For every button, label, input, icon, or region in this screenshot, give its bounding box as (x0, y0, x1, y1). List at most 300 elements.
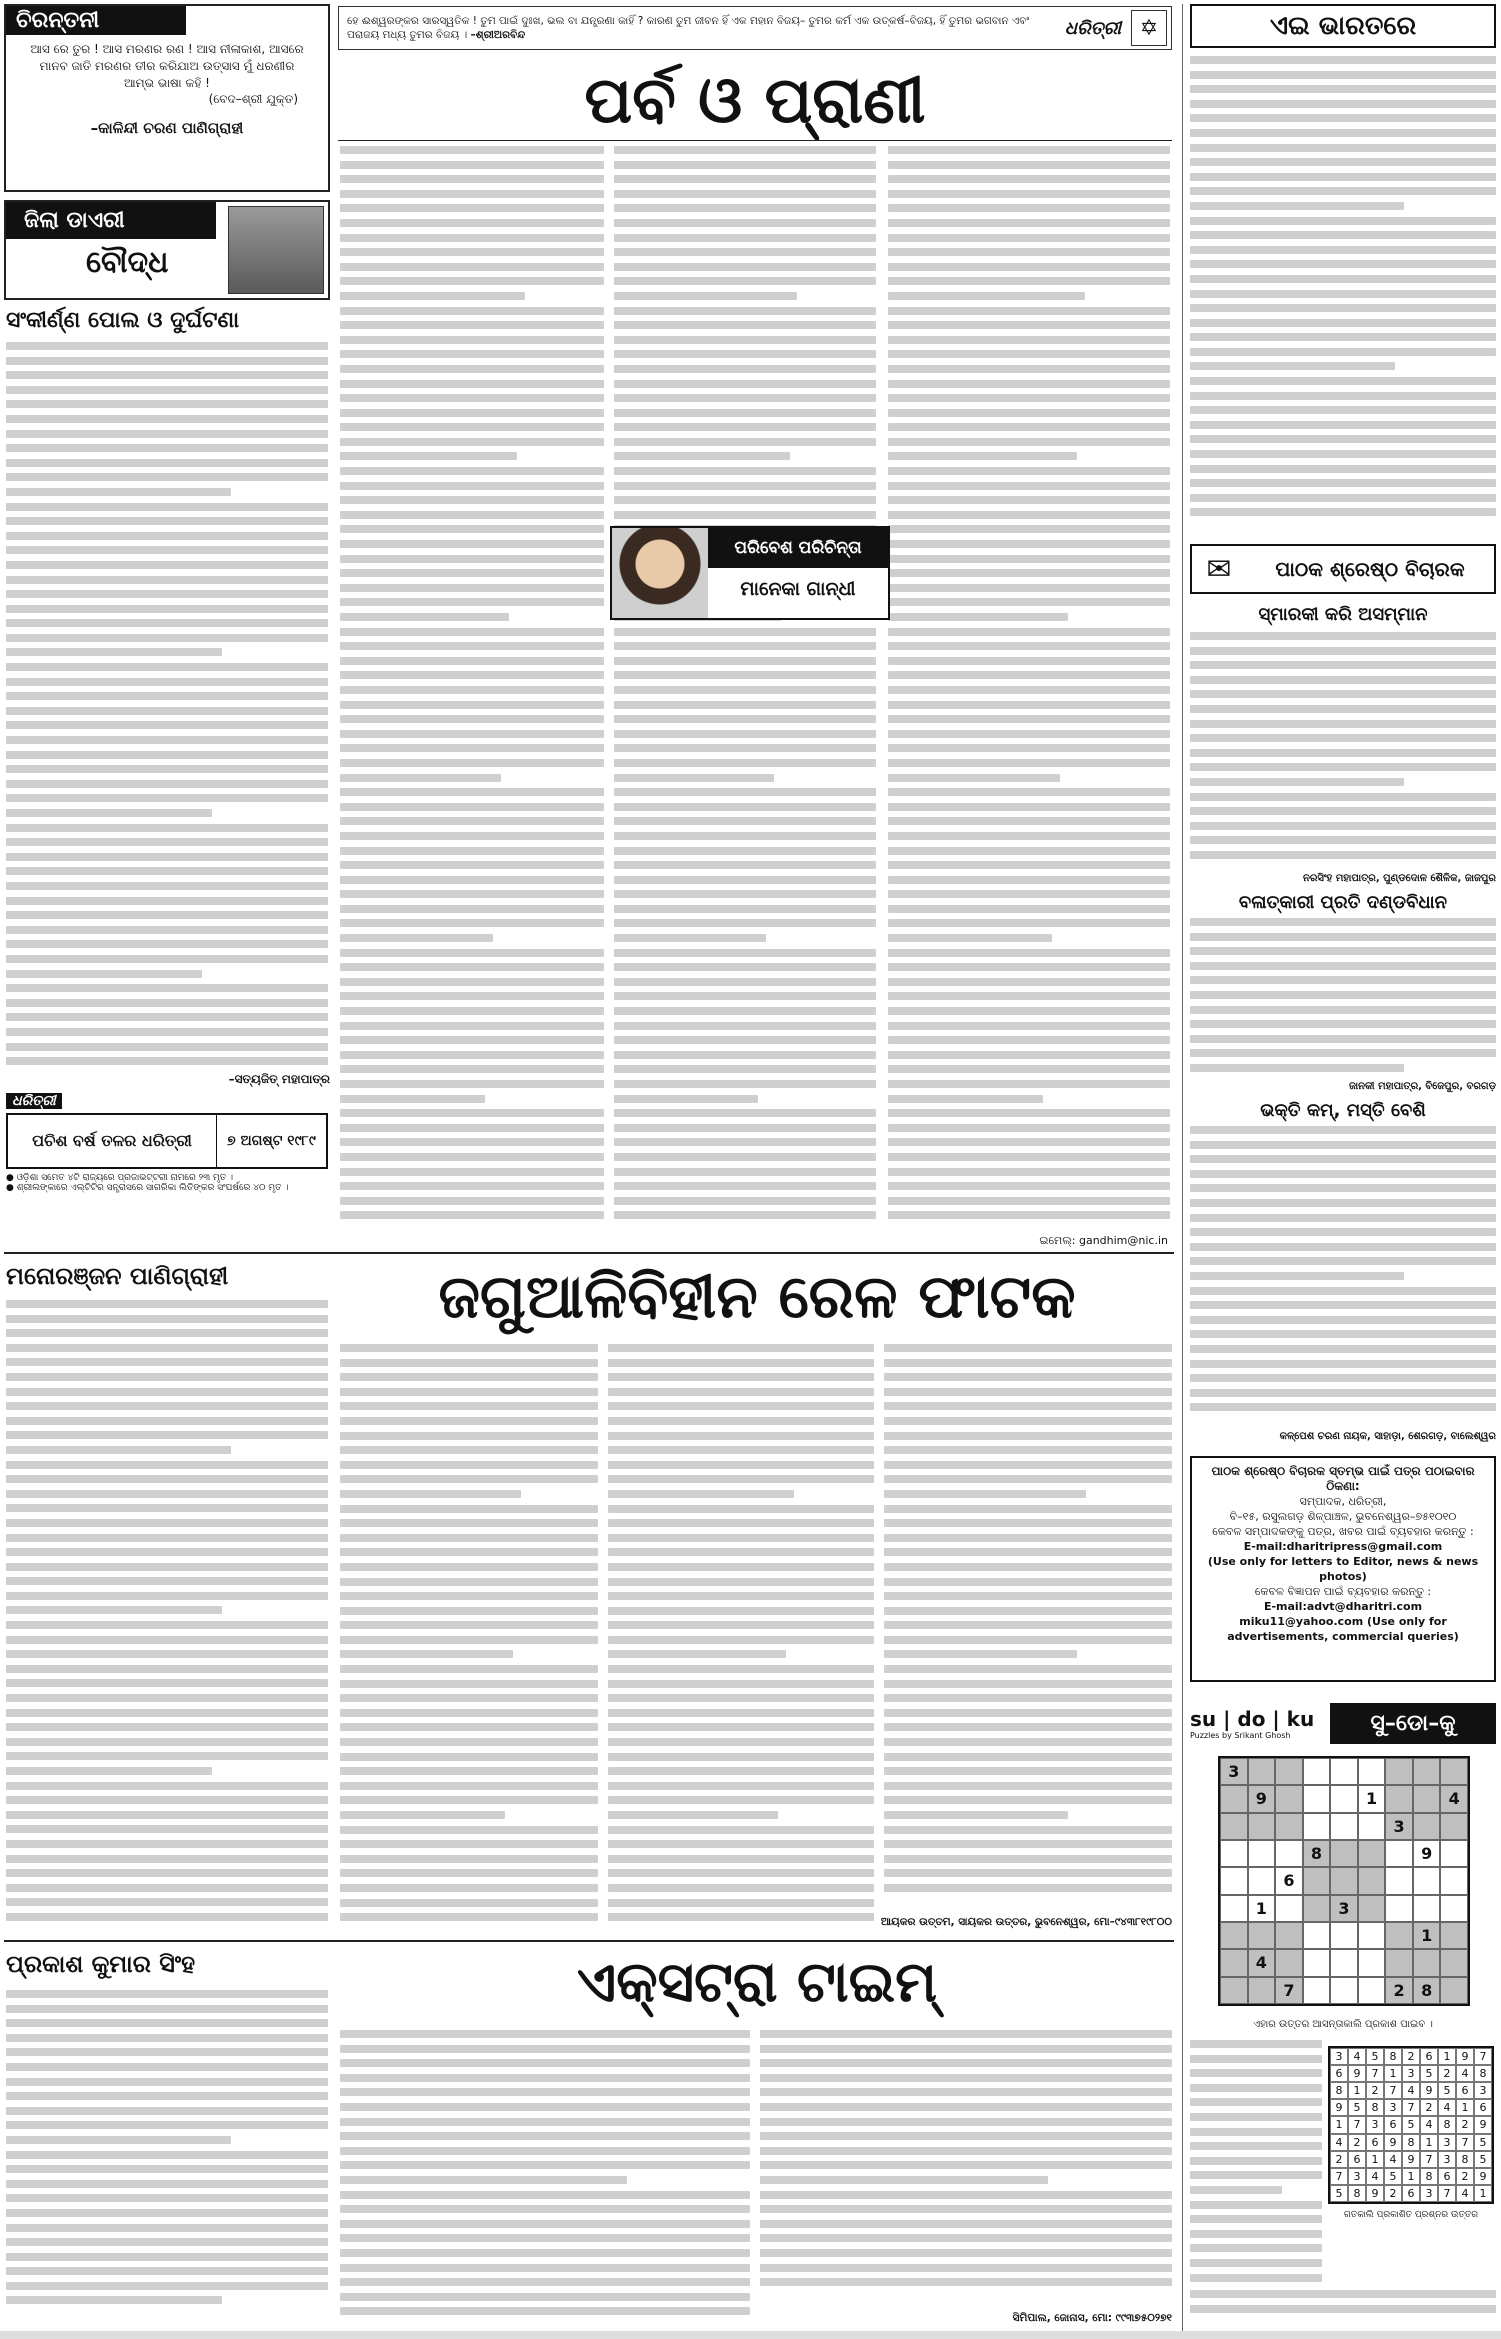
sudoku-cell[interactable] (1385, 1922, 1413, 1949)
solution-cell: 5 (1366, 2048, 1384, 2065)
sudoku-cell[interactable] (1385, 1758, 1413, 1785)
text-line (614, 1095, 758, 1103)
sudoku-cell[interactable] (1440, 1949, 1468, 1976)
text-line (6, 838, 328, 846)
text-line (888, 409, 1170, 417)
sudoku-cell[interactable] (1385, 1949, 1413, 1976)
text-line (6, 342, 328, 350)
solution-cell: 1 (1348, 2082, 1366, 2099)
sudoku-cell[interactable]: 2 (1385, 1977, 1413, 2004)
solution-cell: 4 (1402, 2082, 1420, 2099)
solution-cell: 9 (1420, 2082, 1438, 2099)
sudoku-cell[interactable] (1303, 1977, 1331, 2004)
solution-cell: 6 (1330, 2065, 1348, 2082)
text-line (1190, 1374, 1496, 1382)
text-line (1190, 173, 1496, 181)
text-line (340, 1402, 598, 1410)
text-line (888, 1036, 1170, 1044)
text-line (1190, 2069, 1322, 2077)
sudoku-cell[interactable] (1330, 1922, 1358, 1949)
text-line (614, 774, 774, 782)
sudoku-cell[interactable] (1358, 1949, 1386, 1976)
text-line (6, 926, 328, 934)
sudoku-cell[interactable] (1303, 1949, 1331, 1976)
text-line (340, 438, 604, 446)
text-line (340, 686, 604, 694)
left-story-body (6, 342, 328, 1088)
sudoku-cell[interactable]: 9 (1248, 1785, 1276, 1812)
letter-2-body (1190, 918, 1496, 1078)
text-line (340, 204, 604, 212)
sudoku-puzzle-grid[interactable] (1218, 1756, 1470, 2006)
sudoku-cell[interactable]: 9 (1413, 1840, 1441, 1867)
text-line (1190, 2186, 1282, 2194)
text-line (1190, 2084, 1322, 2092)
text-line (884, 1767, 1172, 1775)
text-line (884, 1650, 1077, 1658)
text-line (1190, 246, 1496, 254)
dharitri-25-item-1: ● ଓଡ଼ିଶା ସମେତ ୪ଟି ରାଜ୍ୟରେ ପ୍ରଜାଭଟ୍ଟରୀ ନାମରେ ୨୩ ମୃତ । (6, 1173, 234, 1183)
address-heading: ପାଠକ ଶ୍ରେଷ୍ଠ ବିଚାରକ ସ୍ତମ୍ଭ ପାଇଁ ପତ୍ର ପଠାଇବାର ଠିକଣା: (1211, 1464, 1475, 1493)
sudoku-cell[interactable]: 8 (1303, 1840, 1331, 1867)
sudoku-cell[interactable] (1440, 1895, 1468, 1922)
letter-1-body (1190, 632, 1496, 870)
solution-cell: 5 (1348, 2099, 1366, 2116)
text-line (6, 2151, 328, 2159)
text-line (6, 371, 328, 379)
text-line (888, 628, 1170, 636)
second-story-footer: ଆୟକର ଉତ୍ତମ, ସାୟକର ଉତ୍ତର, ଭୁବନେଶ୍ୱର, ମୋ–୯୪୩୮୧୯୮୦୦ (880, 1916, 1172, 1928)
text-line (608, 1578, 874, 1586)
text-line (340, 146, 604, 154)
sudoku-cell[interactable] (1330, 1813, 1358, 1840)
chiranatani-title: ଚିରନ୍ତନୀ (6, 6, 186, 35)
letter-1-author: ନରସିଂହ ମହାପାତ୍ର, ପୁଣ୍ଡଦୋଳ ଶୈଳିକ, ଜାଜପୁର (1302, 873, 1496, 884)
text-line (1190, 421, 1496, 429)
sudoku-cell[interactable] (1220, 1949, 1248, 1976)
text-line (340, 1461, 598, 1469)
text-line (6, 1431, 328, 1439)
text-line (1190, 465, 1496, 473)
text-line (760, 2045, 1172, 2053)
solution-cell: 8 (1384, 2048, 1402, 2065)
text-line (340, 1168, 604, 1176)
text-line (760, 2264, 1172, 2272)
text-line (340, 1826, 598, 1834)
text-line (6, 1738, 328, 1746)
sudoku-cell[interactable] (1413, 1758, 1441, 1785)
sudoku-cell[interactable] (1385, 1895, 1413, 1922)
text-line (888, 1095, 1043, 1103)
advt-email-link[interactable]: E-mail:advt@dharitri.com (1263, 1600, 1423, 1613)
text-line (340, 1417, 598, 1425)
text-line (1190, 976, 1496, 984)
text-line (6, 2209, 328, 2217)
text-line (888, 161, 1170, 169)
text-line (614, 803, 876, 811)
solution-cell: 4 (1456, 2065, 1474, 2082)
text-line (888, 861, 1170, 869)
text-line (6, 1043, 328, 1051)
text-line (6, 2034, 328, 2042)
solution-cell: 3 (1384, 2099, 1402, 2116)
text-line (888, 525, 1170, 533)
sudoku-cell[interactable] (1440, 1922, 1468, 1949)
sudoku-cell[interactable] (1220, 1813, 1248, 1840)
sudoku-cell[interactable] (1358, 1895, 1386, 1922)
address-line-4: କେବଳ ବିଜ୍ଞାପନ ପାଇଁ ବ୍ୟବହାର କରନ୍ତୁ : (1254, 1585, 1432, 1598)
sudoku-cell[interactable] (1440, 1840, 1468, 1867)
text-line (614, 511, 876, 519)
sudoku-cell[interactable] (1275, 1758, 1303, 1785)
text-line (6, 984, 328, 992)
text-line (888, 847, 1170, 855)
sudoku-cell[interactable] (1275, 1813, 1303, 1840)
text-line (614, 452, 790, 460)
text-line (340, 1446, 598, 1454)
sudoku-cell[interactable] (1275, 1949, 1303, 1976)
sudoku-cell[interactable] (1413, 1949, 1441, 1976)
solution-cell: 1 (1402, 2168, 1420, 2185)
text-line (6, 2005, 328, 2013)
text-line (6, 648, 222, 656)
text-line (1190, 1243, 1496, 1251)
text-line (608, 1621, 874, 1629)
sudoku-cell[interactable]: 7 (1275, 1977, 1303, 2004)
text-line (340, 467, 604, 475)
text-line (340, 1548, 598, 1556)
letter-1-title: ସ୍ମାରକୀ କରି ଅସମ୍ମାନ (1258, 604, 1428, 625)
sudoku-cell[interactable] (1248, 1840, 1276, 1867)
address-box (1190, 1456, 1496, 1682)
solution-cell: 7 (1384, 2082, 1402, 2099)
text-line (884, 1475, 1172, 1483)
third-story-headline: ଏକ୍ସଟ୍ରା ଟାଇମ୍ (576, 1950, 938, 2015)
sudoku-cell[interactable] (1303, 1922, 1331, 1949)
sudoku-cell[interactable] (1220, 1977, 1248, 2004)
top-quote (339, 12, 1055, 44)
sudoku-cell[interactable]: 3 (1220, 1758, 1248, 1785)
solution-cell: 5 (1474, 2151, 1492, 2168)
solution-cell: 4 (1384, 2151, 1402, 2168)
text-line (1190, 1403, 1496, 1411)
letter-3-body (1190, 1126, 1496, 1426)
text-line (760, 2234, 1172, 2242)
star-emblem-icon: ✡ (1131, 10, 1167, 46)
text-line (340, 2278, 750, 2286)
text-line (340, 817, 604, 825)
third-story-footer: ସିମିପାଲ, ଜୋନାସ, ମୋ: ୯୯୩୭୫୦୨୭୧ (1012, 2312, 1172, 2324)
text-line (340, 1680, 598, 1688)
text-line (6, 867, 328, 875)
text-line (888, 671, 1170, 679)
text-line (888, 452, 1077, 460)
text-line (1190, 2055, 1322, 2063)
sudoku-cell[interactable]: 6 (1275, 1867, 1303, 1894)
text-line (884, 1505, 1172, 1513)
text-line (884, 1373, 1172, 1381)
sudoku-cell[interactable]: 4 (1440, 1785, 1468, 1812)
solution-cell: 7 (1474, 2048, 1492, 2065)
main-story-author: ମାନେକା ଗାନ୍ଧୀ (740, 578, 856, 600)
text-line (1190, 1199, 1496, 1207)
text-line (6, 473, 328, 481)
sudoku-cell[interactable] (1220, 1922, 1248, 1949)
text-line (1190, 231, 1496, 239)
sudoku-cell[interactable] (1385, 1785, 1413, 1812)
sudoku-cell[interactable]: 1 (1413, 1922, 1441, 1949)
text-line (1190, 1345, 1496, 1353)
text-line (1190, 1126, 1496, 1134)
text-line (614, 146, 876, 154)
sudoku-cell[interactable] (1275, 1922, 1303, 1949)
text-line (6, 911, 328, 919)
text-line (340, 2045, 750, 2053)
sudoku-cell[interactable] (1275, 1895, 1303, 1922)
sudoku-cell[interactable] (1330, 1949, 1358, 1976)
text-line (6, 1490, 328, 1498)
text-line (884, 1709, 1172, 1717)
dharitri-logo: ଧରିତ୍ରୀ (1064, 17, 1121, 39)
sudoku-cell[interactable] (1413, 1813, 1441, 1840)
sudoku-cell[interactable] (1330, 1840, 1358, 1867)
text-line (6, 1417, 328, 1425)
text-line (760, 2205, 1172, 2213)
text-line (1190, 275, 1496, 283)
sudoku-cell[interactable] (1248, 1922, 1276, 1949)
text-line (340, 1519, 598, 1527)
sudoku-cell[interactable] (1303, 1813, 1331, 1840)
text-line (340, 919, 604, 927)
second-story-col-4 (884, 1344, 1172, 1914)
text-line (340, 1767, 598, 1775)
text-line (340, 657, 604, 665)
text-line (340, 1592, 598, 1600)
sudoku-cell[interactable] (1413, 1895, 1441, 1922)
text-line (884, 1534, 1172, 1542)
text-line (340, 2264, 750, 2272)
text-line (884, 1811, 1068, 1819)
text-line (6, 2253, 328, 2261)
sudoku-cell[interactable] (1413, 1867, 1441, 1894)
sudoku-cell[interactable] (1358, 1758, 1386, 1785)
solution-cell: 4 (1420, 2116, 1438, 2133)
sudoku-cell[interactable] (1385, 1867, 1413, 1894)
editor-email-link[interactable]: E-mail:dharitripress@gmail.com (1243, 1540, 1443, 1553)
text-line (6, 2107, 328, 2115)
text-line (888, 423, 1170, 431)
sudoku-cell[interactable] (1275, 1785, 1303, 1812)
sudoku-cell[interactable] (1440, 1758, 1468, 1785)
sudoku-cell[interactable] (1248, 1758, 1276, 1785)
solution-cell: 9 (1366, 2185, 1384, 2202)
sudoku-cell[interactable] (1220, 1895, 1248, 1922)
text-line (340, 2030, 750, 2038)
text-line (614, 1168, 876, 1176)
text-line (340, 496, 604, 504)
text-line (1190, 778, 1404, 786)
text-line (884, 1753, 1172, 1761)
text-line (1190, 763, 1496, 771)
sudoku-cell[interactable] (1303, 1758, 1331, 1785)
text-line (6, 1475, 328, 1483)
text-line (340, 2059, 750, 2067)
sudoku-cell[interactable]: 8 (1413, 1977, 1441, 2004)
sudoku-cell[interactable] (1330, 1785, 1358, 1812)
third-story-col-3 (760, 2030, 1172, 2310)
district-diary-name: ବୌଦ୍ଧ (86, 245, 169, 280)
solution-cell: 8 (1456, 2151, 1474, 2168)
sudoku-cell[interactable] (1330, 1977, 1358, 2004)
sudoku-cell[interactable]: 4 (1248, 1949, 1276, 1976)
sudoku-cell[interactable] (1303, 1785, 1331, 1812)
text-line (884, 1636, 1172, 1644)
text-line (888, 146, 1170, 154)
sudoku-cell[interactable] (1220, 1840, 1248, 1867)
text-line (608, 1826, 874, 1834)
sudoku-cell[interactable] (1275, 1840, 1303, 1867)
text-line (608, 1373, 874, 1381)
sudoku-cell[interactable]: 3 (1385, 1813, 1413, 1840)
sudoku-cell[interactable] (1248, 1813, 1276, 1840)
text-line (888, 701, 1170, 709)
third-story-col-2 (340, 2030, 750, 2324)
text-line (884, 1446, 1172, 1454)
sudoku-cell[interactable] (1358, 1867, 1386, 1894)
sudoku-cell[interactable] (1248, 1867, 1276, 1894)
solution-cell: 1 (1384, 2065, 1402, 2082)
text-line (1190, 1049, 1496, 1057)
second-story-col-1 (6, 1300, 328, 1936)
sudoku-cell[interactable]: 1 (1248, 1895, 1276, 1922)
sudoku-cell[interactable] (1303, 1867, 1331, 1894)
text-line (888, 992, 1170, 1000)
text-line (340, 890, 604, 898)
solution-cell: 3 (1438, 2151, 1456, 2168)
text-line (608, 1607, 874, 1615)
text-line (340, 1197, 604, 1205)
sudoku-cell[interactable] (1330, 1867, 1358, 1894)
text-line (614, 409, 876, 417)
dharitri-25-date: ୭ ଅଗଷ୍ଟ ୧୯୮୯ (216, 1115, 326, 1167)
solution-cell: 1 (1438, 2048, 1456, 2065)
text-line (888, 642, 1170, 650)
text-line (6, 503, 328, 511)
sudoku-cell[interactable]: 1 (1358, 1785, 1386, 1812)
text-line (340, 190, 604, 198)
text-line (614, 730, 876, 738)
solution-cell: 2 (1420, 2099, 1438, 2116)
text-line (614, 292, 797, 300)
solution-cell: 6 (1456, 2082, 1474, 2099)
text-line (614, 759, 876, 767)
text-line (340, 1109, 604, 1117)
second-story-byline: ମନୋରଞ୍ଜନ ପାଣିଗ୍ରାହୀ (6, 1262, 229, 1290)
text-line (340, 511, 604, 519)
text-line (340, 1563, 598, 1571)
text-line (884, 1782, 1172, 1790)
text-line (614, 657, 876, 665)
text-line (608, 1592, 874, 1600)
text-line (1190, 260, 1496, 268)
text-line (608, 1534, 874, 1542)
text-line (340, 1153, 604, 1161)
text-line (608, 1563, 874, 1571)
sudoku-cell[interactable] (1440, 1977, 1468, 2004)
solution-cell: 1 (1420, 2134, 1438, 2151)
text-line (6, 1665, 328, 1673)
text-line (888, 1051, 1170, 1059)
text-line (888, 438, 1170, 446)
text-line (6, 2296, 222, 2304)
text-line (6, 1898, 328, 1906)
bottom-strip (0, 2331, 1501, 2339)
text-line (6, 1577, 328, 1585)
sudoku-cell[interactable] (1330, 1758, 1358, 1785)
text-line (608, 1723, 874, 1731)
sudoku-cell[interactable] (1358, 1813, 1386, 1840)
sudoku-cell[interactable] (1358, 1840, 1386, 1867)
text-line (6, 2282, 328, 2290)
sudoku-cell[interactable] (1440, 1867, 1468, 1894)
text-line (884, 1592, 1172, 1600)
text-line (1190, 479, 1496, 487)
sudoku-brand: su | do | ku (1190, 1706, 1315, 1731)
text-line (1190, 676, 1496, 684)
text-line (6, 692, 328, 700)
text-line (6, 605, 328, 613)
text-line (884, 1694, 1172, 1702)
text-line (614, 1211, 876, 1219)
text-line (1190, 304, 1496, 312)
sudoku-cell[interactable] (1220, 1785, 1248, 1812)
sudoku-cell[interactable] (1220, 1867, 1248, 1894)
solution-cell: 2 (1438, 2065, 1456, 2082)
sudoku-cell[interactable] (1358, 1922, 1386, 1949)
solution-cell: 4 (1348, 2048, 1366, 2065)
text-line (340, 1138, 604, 1146)
sudoku-cell[interactable] (1440, 1813, 1468, 1840)
text-line (888, 365, 1170, 373)
text-line (1190, 1301, 1496, 1309)
text-line (608, 1519, 874, 1527)
top-quote-author: –ଶ୍ରୀଅରବିନ୍ଦ (470, 29, 526, 41)
sudoku-cell[interactable] (1385, 1840, 1413, 1867)
sudoku-cell[interactable]: 3 (1330, 1895, 1358, 1922)
text-line (884, 1723, 1172, 1731)
text-line (340, 671, 604, 679)
solution-cell: 7 (1366, 2065, 1384, 2082)
sudoku-cell[interactable] (1413, 1785, 1441, 1812)
text-line (340, 774, 501, 782)
sudoku-cell[interactable] (1358, 1977, 1386, 2004)
solution-cell: 2 (1366, 2082, 1384, 2099)
sudoku-cell[interactable] (1303, 1895, 1331, 1922)
text-line (608, 1782, 874, 1790)
district-diary-box (4, 200, 330, 300)
text-line (340, 569, 604, 577)
text-line (760, 2278, 1172, 2286)
advt-email-link-2[interactable]: miku11@yahoo.com (Use only for advertisements, commercial queries) (1227, 1615, 1459, 1643)
text-line (888, 657, 1170, 665)
text-line (340, 642, 604, 650)
sudoku-cell[interactable] (1248, 1977, 1276, 2004)
environment-tag: ପରିବେଶ ପରିଚିନ୍ତା (708, 528, 888, 568)
text-line (888, 467, 1170, 475)
text-line (1190, 2201, 1322, 2209)
text-line (1190, 1316, 1496, 1324)
text-line (1190, 1272, 1404, 1280)
